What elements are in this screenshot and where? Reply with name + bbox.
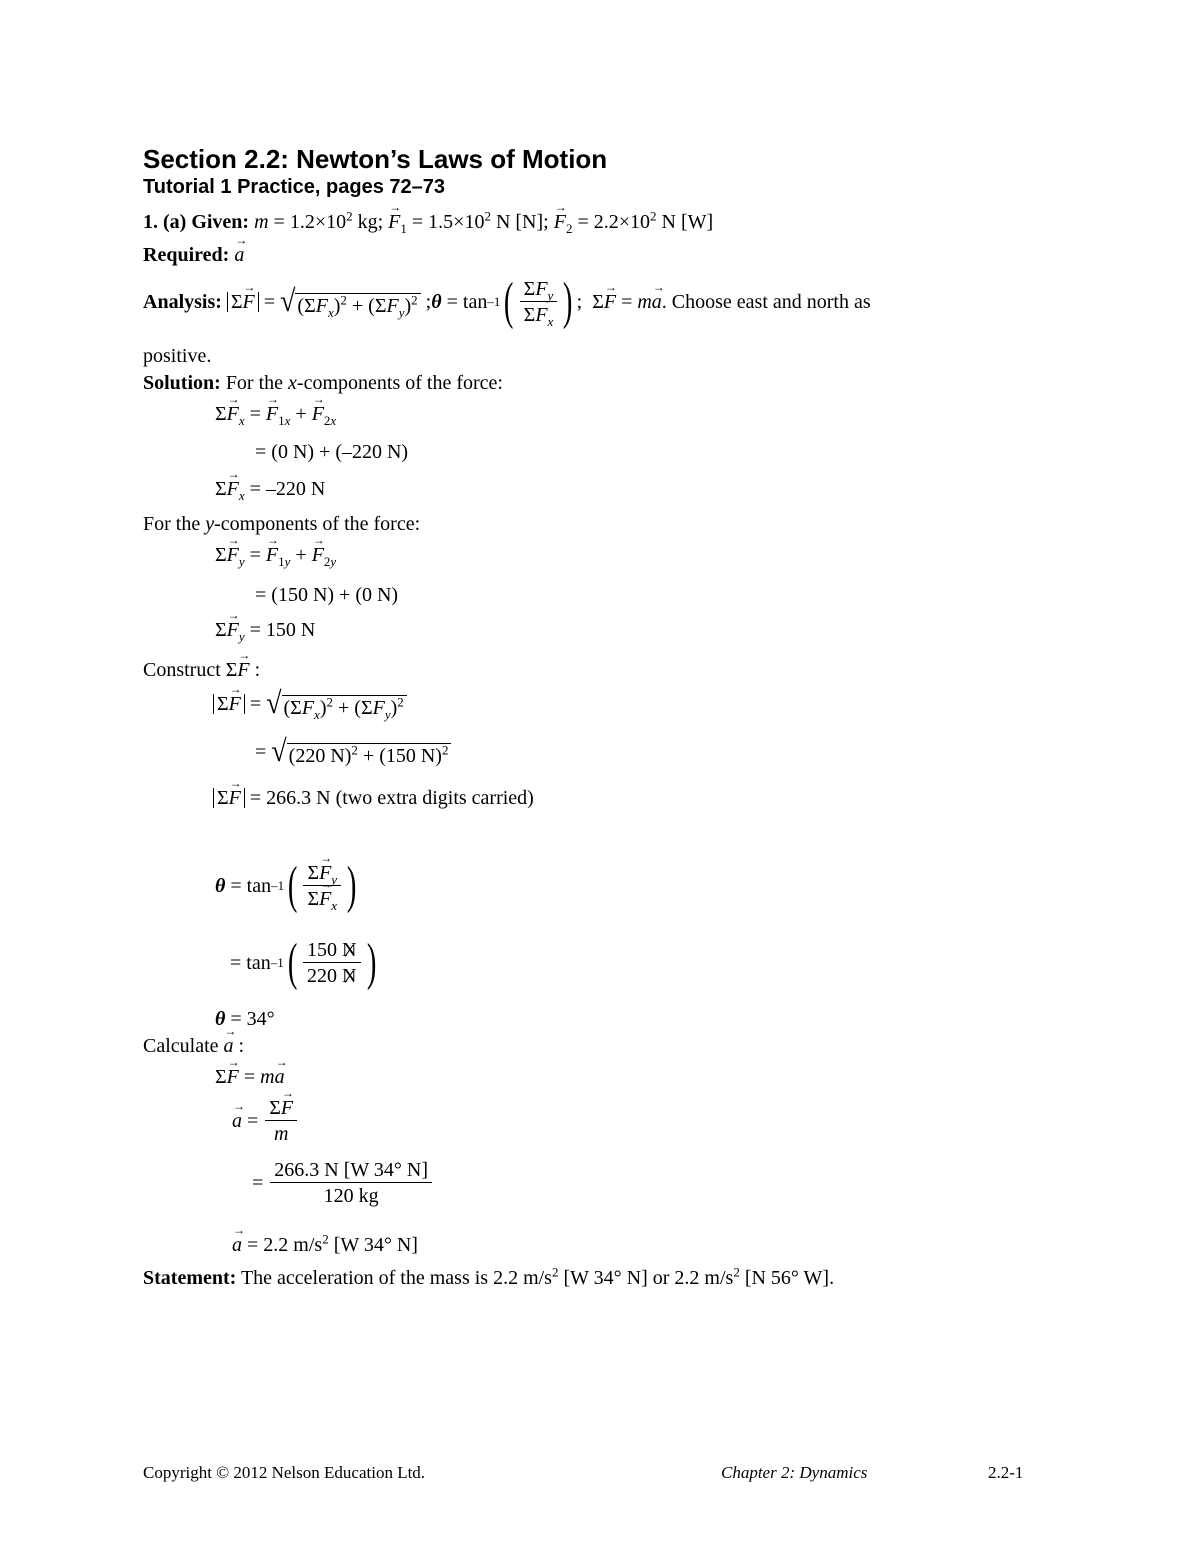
theta-eq: θ = tan –1 ( $\frac{\Sigma\to F_y}{\Sigma\to F_x}$ ) [215, 848, 360, 924]
newton-second-law: Σ→ F = m→ a [215, 1067, 285, 1087]
section-title: Section 2.2: Newton’s Laws of Motion [143, 144, 608, 174]
magnitude-values: = √ (220 N)$^2$ + (150 N)$^2$ [255, 738, 451, 766]
y-sum-eq: $\Sigma\to F_y$ = → $F_{1y}$ + → $F_{2y}$ [215, 545, 336, 565]
theta-values: = tan –1 ( $\frac{150 N}{220 N}$ ) [230, 934, 376, 991]
required-line: Required: → a [143, 245, 244, 265]
y-sum-result: $\Sigma\to F_y = 150$ N [215, 620, 315, 640]
footer-copyright: Copyright © 2012 Nelson Education Ltd. [143, 1463, 426, 1482]
accel-values: = $\frac{266.3 N [W 34^\circ N]}{120 kg}$ [252, 1160, 434, 1206]
accel-result: → a = 2.2 $m/s^2$ [W 34° N] [232, 1235, 418, 1255]
calculate-line: Calculate → a : [143, 1036, 244, 1056]
construct-line: Construct Σ→ F : [143, 660, 260, 680]
analysis-line: Analysis: Σ→ F = √ $(\Sigma F_x)^2 + (\Sigma F_y)^2$ ; θ = tan –1 ( $\frac{\Sigma F_y}{\Sigma F_x}$ ) ; Σ → F = m → a . Choose east and north as [143, 270, 871, 334]
x-sum-values: = (0 N) + (–220 N) [255, 441, 409, 463]
footer-page-number: 2.2-1 [988, 1463, 1024, 1482]
analysis-tail: . Choose east and north as [661, 291, 871, 313]
given-f2: 2.2×10 [593, 211, 650, 233]
given-f2-unit: N [W] [661, 211, 714, 233]
footer-chapter: Chapter 2: Dynamics [721, 1463, 868, 1482]
solution-line: Solution: For the x-components of the force: [143, 372, 503, 394]
solution-label: Solution: [143, 372, 221, 394]
statement-label: Statement: [143, 1267, 237, 1289]
theta-result: θ = 34° [215, 1008, 275, 1030]
accel-formula: → a = $\frac{\Sigma\to F}{m}$ [232, 1098, 299, 1144]
given-line: 1. (a) Given: $m = 1.2\times 10^2$ kg; → $F_1 = 1.5\times 10^2$ N [N]; → $F_2 = 2.2\times 10^2$ N [W] [143, 212, 713, 232]
given-mass-unit: kg; [357, 211, 384, 233]
statement-line: Statement: The acceleration of the mass is 2.2 $m/s^2$ [W 34° N] or 2.2 $m/s^2$ [N 56° W]. [143, 1264, 835, 1289]
given-mass: 1.2×10 [289, 211, 347, 233]
given-f1-unit: N [N]; [495, 211, 549, 233]
y-sum-values: = (150 N) + (0 N) [255, 584, 399, 606]
x-sum-result: $\Sigma\to F_x = -220$ N [215, 479, 325, 499]
magnitude-result: Σ→ F = 266.3 N (two extra digits carried) [213, 788, 534, 808]
required-label: Required: [143, 244, 230, 266]
y-intro: For the y-components of the force: [143, 513, 421, 535]
given-label: 1. (a) Given: [143, 211, 250, 233]
analysis-continued: positive. [143, 345, 212, 367]
tutorial-subtitle: Tutorial 1 Practice, pages 72–73 [143, 176, 446, 198]
magnitude-eq: Σ→ F = √ $(\Sigma F_x)^2 + (\Sigma F_y)^2$ [213, 690, 407, 718]
analysis-label: Analysis: [143, 291, 222, 313]
x-sum-eq: $\Sigma\to F_x$ = → $F_{1x}$ + → $F_{2x}$ [215, 404, 336, 424]
given-f1: 1.5×10 [428, 211, 485, 233]
